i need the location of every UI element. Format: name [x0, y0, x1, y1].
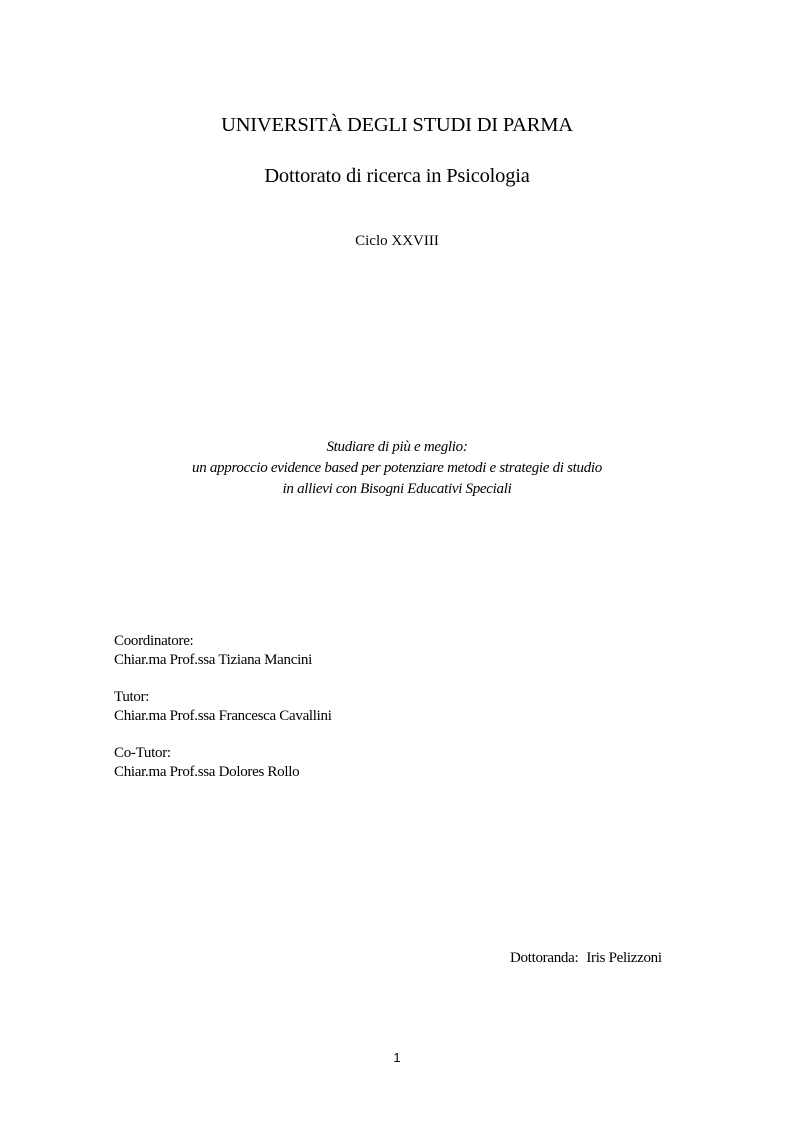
page-number: 1 — [393, 1050, 401, 1065]
thesis-subtitle-line-1: un approccio evidence based per potenziare metodi e strategie di studio — [192, 460, 602, 476]
cotutor-name: Chiar.ma Prof.ssa Dolores Rollo — [114, 764, 300, 780]
candidate-label: Dottoranda: — [510, 950, 579, 966]
coordinator-label: Coordinatore: — [114, 633, 194, 649]
tutor-name: Chiar.ma Prof.ssa Francesca Cavallini — [114, 708, 332, 724]
tutor-block — [114, 688, 332, 726]
doctoral-program: Dottorato di ricerca in Psicologia — [264, 165, 530, 187]
university-name: UNIVERSITÀ DEGLI STUDI DI PARMA — [221, 114, 573, 136]
cotutor-block — [114, 744, 299, 782]
thesis-title-block — [0, 437, 794, 500]
cotutor-label: Co-Tutor: — [114, 745, 171, 761]
thesis-title: Studiare di più e meglio: — [326, 439, 468, 455]
candidate-name: Iris Pelizzoni — [586, 950, 662, 966]
candidate-block — [510, 950, 662, 967]
tutor-label: Tutor: — [114, 689, 150, 705]
doctoral-cycle: Ciclo XXVIII — [355, 233, 439, 249]
thesis-subtitle-line-2: in allievi con Bisogni Educativi Speciali — [282, 481, 512, 497]
coordinator-block — [114, 632, 312, 670]
coordinator-name: Chiar.ma Prof.ssa Tiziana Mancini — [114, 652, 312, 668]
